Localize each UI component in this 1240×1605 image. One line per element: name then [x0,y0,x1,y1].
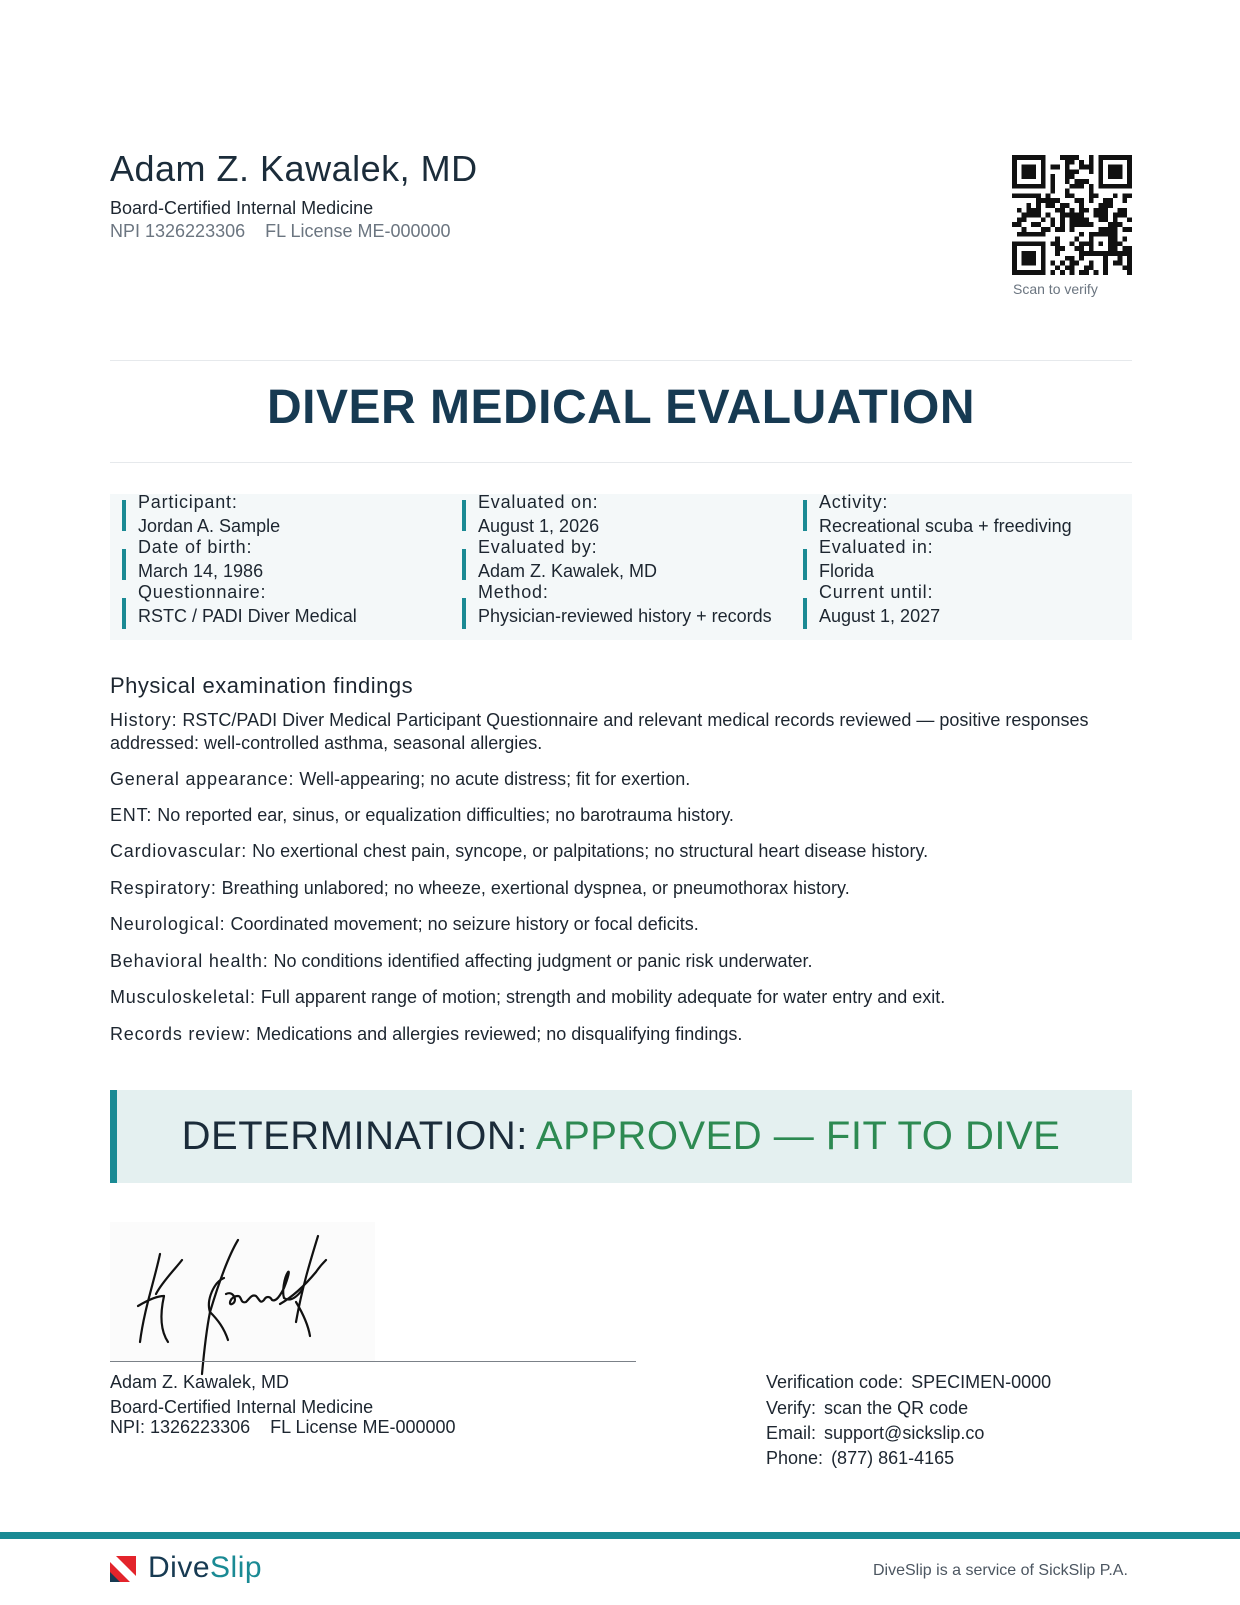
info-label: Method: [478,582,549,602]
info-field [819,490,1072,539]
physician-specialty: Board-Certified Internal Medicine [110,198,374,218]
finding-text: Medications and allergies reviewed; no disqualifying findings. [256,1024,743,1044]
info-label: Current until: [819,582,934,602]
finding-text: Well-appearing; no acute distress; fit for exertion. [299,769,691,789]
npi-number: NPI 1326223306 [110,221,246,241]
qr-caption: Scan to verify [1013,281,1098,297]
finding-label: Cardiovascular: [110,841,248,861]
info-field [478,580,772,629]
info-value: Adam Z. Kawalek, MD [478,561,658,581]
verification-label: Verify: [766,1398,817,1418]
accent-bar [122,500,126,531]
verification-code [766,1372,1051,1393]
verification-label: Verification code: [766,1372,904,1392]
info-value: August 1, 2026 [478,516,600,536]
info-label: Participant: [138,492,238,512]
info-label: Evaluated in: [819,537,934,557]
info-value: August 1, 2027 [819,606,941,626]
info-field [819,535,1072,584]
footer-accent-bar [0,1532,1240,1539]
finding-text: No conditions identified affecting judgment or panic risk underwater. [273,951,813,971]
physician-identifiers [110,221,451,242]
finding-label: Neurological: [110,914,226,934]
footer-note: DiveSlip is a service of SickSlip P.A. [873,1562,1128,1579]
info-label: Questionnaire: [138,582,267,602]
brand-name-part: Dive [148,1551,211,1584]
evaluation-info-panel [110,494,1132,640]
finding-cardiovascular [110,840,1110,863]
info-label: Activity: [819,492,889,512]
finding-text: Full apparent range of motion; strength and mobility adequate for water entry and exit. [260,987,946,1007]
finding-label: History: [110,710,178,730]
info-label: Evaluated on: [478,492,599,512]
info-field [478,535,772,584]
info-field [478,490,772,539]
finding-respiratory [110,877,1110,900]
support-phone [766,1448,954,1469]
license-number: FL License ME-000000 [265,221,451,241]
verification-value: scan the QR code [824,1398,969,1418]
info-value: RSTC / PADI Diver Medical [138,606,357,626]
info-column-activity [819,494,1072,629]
info-field [138,535,357,584]
dive-flag-icon [110,1556,136,1582]
physician-name: Adam Z. Kawalek, MD [110,148,478,189]
info-label: Evaluated by: [478,537,598,557]
info-value: Physician-reviewed history + records [478,606,772,626]
finding-text: Breathing unlabored; no wheeze, exertional dyspnea, or pneumothorax history. [221,878,850,898]
info-field [138,490,357,539]
finding-history [110,709,1110,755]
info-column-participant [138,494,357,629]
accent-bar [122,598,126,629]
finding-label: Respiratory: [110,878,217,898]
determination-result: APPROVED — FIT TO DIVE [535,1114,1061,1158]
finding-label: Musculoskeletal: [110,987,256,1007]
brand-name-part: Slip [210,1551,263,1584]
finding-label: General appearance: [110,769,295,789]
finding-text: No exertional chest pain, syncope, or palpitations; no structural heart disease history. [252,841,929,861]
signer-identifiers [110,1417,456,1438]
signer-license: FL License ME-000000 [270,1417,456,1437]
qr-code-icon[interactable] [1012,155,1132,275]
signer-npi: NPI: 1326223306 [110,1417,251,1437]
accent-bar [803,500,807,531]
finding-text: Coordinated movement; no seizure history or focal deficits. [230,914,699,934]
finding-ent [110,804,1110,827]
verification-value: SPECIMEN-0000 [911,1372,1052,1392]
finding-neurological [110,913,1110,936]
verify-instruction [766,1398,968,1419]
info-field [138,580,357,629]
signer-specialty: Board-Certified Internal Medicine [110,1397,374,1417]
info-label: Date of birth: [138,537,253,557]
finding-text: RSTC/PADI Diver Medical Participant Questionnaire and relevant medical records reviewed — positive responses addressed: well-controlled asthma, seasonal allergies. [110,710,1089,753]
divider [110,360,1132,361]
finding-general-appearance [110,768,1110,791]
accent-bar [803,598,807,629]
info-field [819,580,1072,629]
finding-label: Records review: [110,1024,252,1044]
accent-bar [462,549,466,580]
brand-logo [148,1551,262,1585]
verification-label: Phone: [766,1448,824,1468]
email-link[interactable]: support@sickslip.co [824,1423,985,1443]
accent-bar [462,598,466,629]
page-title: DIVER MEDICAL EVALUATION [266,381,976,434]
signature-line [110,1361,636,1362]
finding-label: Behavioral health: [110,951,269,971]
info-value: March 14, 1986 [138,561,264,581]
finding-behavioral-health [110,950,1110,973]
info-value: Recreational scuba + freediving [819,516,1072,536]
info-value: Florida [819,561,875,581]
info-value: Jordan A. Sample [138,516,281,536]
handwritten-signature [130,1232,340,1377]
accent-bar [122,549,126,580]
accent-bar [462,500,466,531]
finding-musculoskeletal [110,986,1110,1009]
accent-bar [803,549,807,580]
determination-banner [110,1114,1132,1159]
finding-text: No reported ear, sinus, or equalization difficulties; no barotrauma history. [157,805,734,825]
determination-label: DETERMINATION: [181,1114,528,1158]
verification-label: Email: [766,1423,817,1443]
info-column-evaluation [478,494,772,629]
divider [110,462,1132,463]
phone-link[interactable]: (877) 861-4165 [831,1448,955,1468]
findings-heading: Physical examination findings [110,673,414,698]
signer-name: Adam Z. Kawalek, MD [110,1372,290,1392]
support-email [766,1423,984,1444]
finding-records-review [110,1023,1110,1046]
finding-label: ENT: [110,805,153,825]
